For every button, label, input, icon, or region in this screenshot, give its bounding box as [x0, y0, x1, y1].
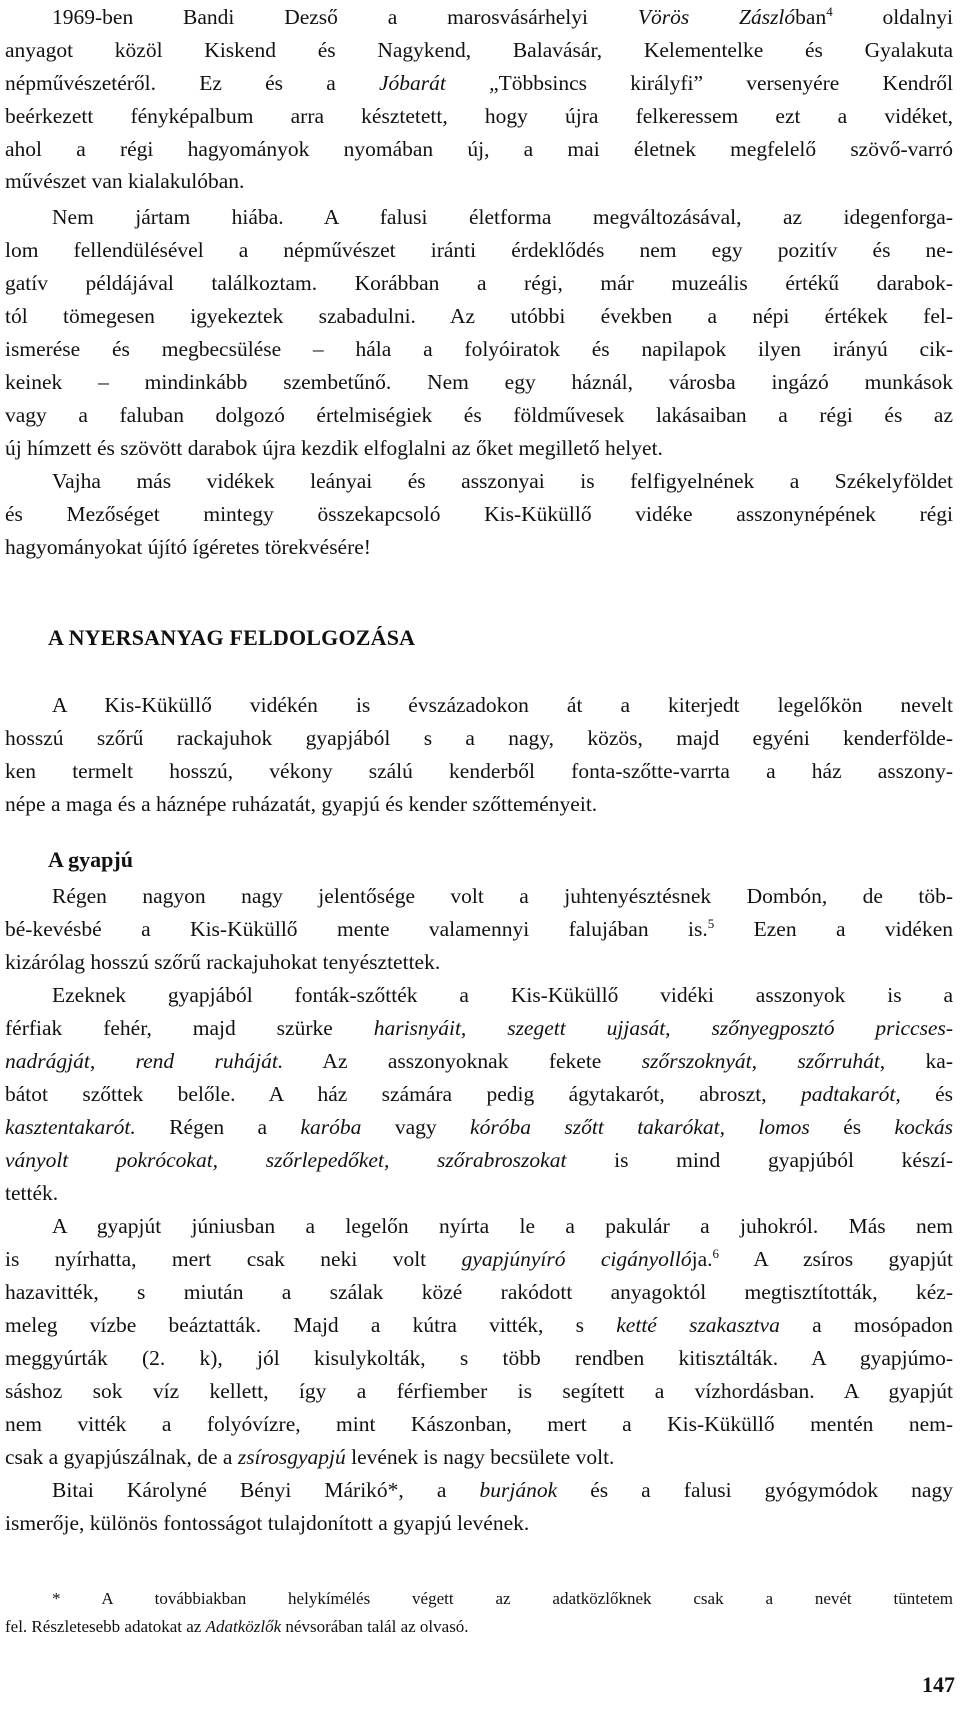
text-line: Vajha más vidékek leányai és asszonyai is felfigyelnének a Székelyföldet — [52, 469, 953, 493]
text-line: kasztentakarót. Régen a karóba vagy kóróba szőtt takarókat, lomos és kockás — [5, 1115, 954, 1139]
footnote-ref: 5 — [707, 915, 715, 931]
text-line: meggyúrták (2. k), jól kisulykolták, s több rendben kitisztálták. A gyapjúmo- — [5, 1346, 953, 1370]
text-line: és Mezőséget mintegy összekapcsoló Kis-Küküllő vidéke asszonynépének régi — [5, 502, 953, 526]
text-line: A gyapjút júniusban a legelőn nyírta le a pakulár a juhokról. Más nem — [52, 1214, 953, 1238]
text-line: Régen nagyon nagy jelentősége volt a juhtenyésztésnek Dombón, de töb- — [52, 884, 953, 908]
footnote-line: * A továbbiakban helykímélés végett az adatközlőknek csak a nevét tüntetem — [52, 1589, 953, 1608]
text-line: ványolt pokrócokat, szőrlepedőket, szőrabroszokat is mind gyapjúból készí- — [5, 1148, 953, 1172]
text-line: csak a gyapjúszálnak, de a zsírosgyapjú levének is nagy becsülete volt. — [5, 1445, 615, 1469]
text-line: tették. — [5, 1181, 59, 1205]
text-line: vagy a faluban dolgozó értelmiségiek és földművesek lakásaiban a régi és az — [5, 403, 953, 427]
text-line: új hímzett és szövött darabok újra kezdik elfoglalni az őket megillető helyet. — [5, 436, 663, 460]
text-line: anyagot közöl Kiskend és Nagykend, Balavásár, Kelementelke és Gyalakuta — [5, 38, 953, 62]
text-line: ken termelt hosszú, vékony szálú kenderből fonta-szőtte-varrta a ház asszony- — [5, 759, 953, 783]
text-line: férfiak fehér, majd szürke harisnyáit, szegett ujjasát, szőnyegposztó priccses- — [5, 1016, 954, 1040]
text-line: is nyírhatta, mert csak neki volt gyapjúnyíró cigányollója.$^6$ A zsíros gyapjút — [5, 1245, 954, 1271]
text-line: hosszú szőrű rackajuhok gyapjából s a nagy, közös, majd egyéni kenderfölde- — [5, 726, 953, 750]
text-line: hagyományokat újító ígéretes törekvésére! — [5, 535, 371, 559]
text-line: gatív példájával találkoztam. Korábban a régi, már muzeális értékű darabok- — [5, 271, 953, 295]
footnote-ref: 6 — [712, 1245, 720, 1261]
text-line: meleg vízbe beáztatták. Majd a kútra vitték, s ketté szakasztva a mosópadon — [5, 1313, 953, 1337]
text-line: Nem jártam hiába. A falusi életforma megváltozásával, az idegenforga- — [52, 205, 953, 229]
text-line: hazavitték, s miután a szálak közé rakódott anyagoktól megtisztították, kéz- — [5, 1280, 953, 1304]
text-line: 1969-ben Bandi Dezső a marosvásárhelyi Vörös Zászlóban$^4$ oldalnyi — [52, 3, 953, 29]
text-line: nem vitték a folyóvízre, mint Kászonban, mert a Kis-Küküllő mentén nem- — [5, 1412, 953, 1436]
footnote-line: fel. Részletesebb adatokat az Adatközlők névsorában talál az olvasó. — [5, 1617, 469, 1636]
footnote-ref: 4 — [826, 3, 833, 19]
text-line: kizárólag hosszú szőrű rackajuhokat tenyésztettek. — [5, 950, 441, 974]
text-line: Ezeknek gyapjából fonták-szőtték a Kis-Küküllő vidéki asszonyok is a — [52, 983, 953, 1007]
text-line: sáshoz sok víz kellett, így a férfiember is segített a vízhordásban. A gyapjút — [5, 1379, 953, 1403]
text-line: ismerője, különös fontosságot tulajdonított a gyapjú levének. — [5, 1511, 530, 1535]
text-line: bé-kevésbé a Kis-Küküllő mente valamennyi falujában is.$^5$ Ezen a vidéken — [5, 915, 953, 941]
text-line: ahol a régi hagyományok nyomában új, a mai életnek megfelelő szövő-varró — [5, 137, 953, 161]
text-line: keinek – mindinkább szembetűnő. Nem egy háznál, városba ingázó munkások — [5, 370, 953, 394]
text-line: népe a maga és a háznépe ruházatát, gyapjú és kender szőtteményeit. — [5, 792, 598, 816]
text-line: művészet van kialakulóban. — [5, 169, 245, 193]
text-line: bátot szőttek belőle. A ház számára pedig ágytakarót, abroszt, padtakarót, és — [5, 1082, 953, 1106]
text-line: népművészetéről. Ez és a Jóbarát „Többsincs királyfi” versenyére Kendről — [5, 71, 953, 95]
text-line: lom fellendülésével a népművészet iránti érdeklődés nem egy pozitív és ne- — [5, 238, 953, 262]
section-heading: A NYERSANYAG FELDOLGOZÁSA — [48, 625, 416, 650]
page-number: 147 — [922, 1672, 955, 1697]
text-line: nadrágját, rend ruháját. Az asszonyoknak fekete szőrszoknyát, szőrruhát, ka- — [5, 1049, 953, 1073]
text-line: tól tömegesen igyekeztek szabadulni. Az utóbbi években a népi értékek fel- — [5, 304, 953, 328]
text-line: beérkezett fényképalbum arra késztetett, hogy újra felkeressem ezt a vidéket, — [5, 104, 953, 128]
subsection-heading: A gyapjú — [48, 847, 133, 872]
text-line: ismerése és megbecsülése – hála a folyóiratok és napilapok ilyen irányú cik- — [5, 337, 953, 361]
text-line: Bitai Károlyné Bényi Márikó*, a burjánok és a falusi gyógymódok nagy — [52, 1478, 953, 1502]
text-line: A Kis-Küküllő vidékén is évszázadokon át a kiterjedt legelőkön nevelt — [52, 693, 953, 717]
